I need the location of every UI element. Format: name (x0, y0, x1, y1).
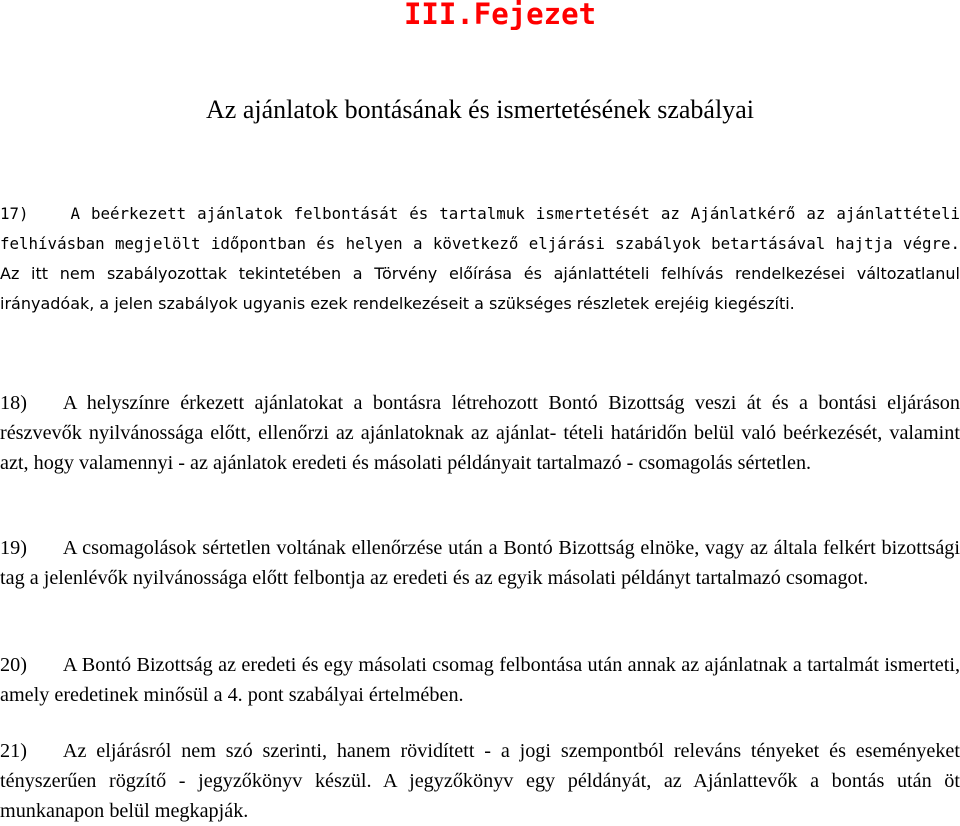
paragraph-text: A csomagolások sértetlen voltának ellenőrzése után a Bontó Bizottság elnöke, vagy az általa felkért bizottsági tag a jelenlévők nyilvánossága előtt felbontja az eredeti és az egyik másolati példányt tartalmazó csomagot. (0, 537, 960, 589)
paragraph-20 (0, 650, 960, 710)
paragraph-18 (0, 388, 960, 478)
chapter-heading: III.Fejezet (403, 0, 597, 31)
section-title: Az ajánlatok bontásának és ismertetésének szabályai (206, 95, 754, 124)
paragraph-text-continued: Az itt nem szabályozottak tekintetében a Törvény előírása és ajánlattételi felhívás rendelkezései változatlanul irányadóak, a jelen szabályok ugyanis ezek rendelkezéseit a szükséges részletek erejéig kiegészíti. (0, 264, 960, 313)
paragraph-number: 17) (0, 204, 29, 223)
paragraph-text: Az eljárásról nem szó szerinti, hanem rövidített - a jogi szempontból releváns tényeket és eseményeket tényszerűen rögzítő - jegyzőkönyv készül. A jegyzőkönyv egy példányát, az Ajánlattevők a bontás után öt munkanapon belül megkapják. (0, 740, 960, 822)
paragraph-text: A helyszínre érkezett ajánlatokat a bontásra létrehozott Bontó Bizottság veszi át és a bontási eljáráson részvevők nyilvánossága előtt, ellenőrzi az ajánlatoknak az ajánlat- tételi határidőn belül való beérkezését, valamint azt, hogy valamennyi - az ajánlatok eredeti és másolati példányait tartalmazó - csomagolás sértetlen. (0, 392, 960, 474)
paragraph-number: 20) (0, 654, 27, 676)
paragraph-text: A beérkezett ajánlatok felbontását és tartalmuk ismertetését az Ajánlatkérő az ajánlattételi felhívásban megjelölt időpontban és helyen a következő eljárási szabályok betartásával hajtja végre. (0, 204, 960, 253)
paragraph-number: 21) (0, 740, 27, 762)
paragraph-17 (0, 199, 960, 319)
paragraph-21 (0, 736, 960, 826)
paragraph-19 (0, 533, 960, 593)
paragraph-text: A Bontó Bizottság az eredeti és egy másolati csomag felbontása után annak az ajánlatnak a tartalmát ismerteti, amely eredetinek minősül a 4. pont szabályai értelmében. (0, 654, 960, 706)
paragraph-number: 19) (0, 537, 27, 559)
paragraph-number: 18) (0, 392, 27, 414)
